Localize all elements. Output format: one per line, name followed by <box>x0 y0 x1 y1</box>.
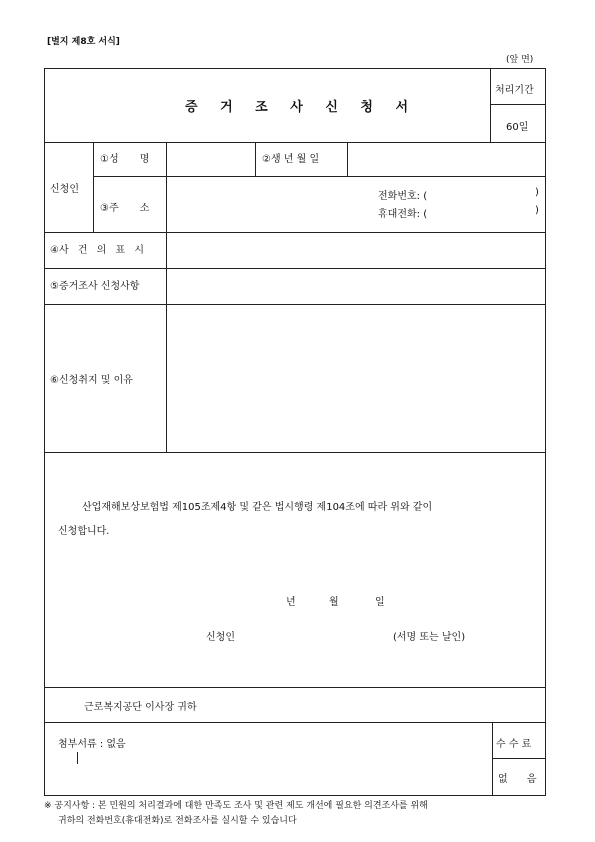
row-line-7 <box>44 722 546 723</box>
signer-sign: (서명 또는 날인) <box>393 632 466 643</box>
case-label: ④사 건 의 표 시 <box>50 245 144 256</box>
row-line-2 <box>44 232 546 233</box>
fee-mid-line <box>492 758 546 759</box>
signer-label: 신청인 <box>206 632 235 643</box>
statement-line-1: 산업재해보상보험법 제105조제4항 및 같은 법시행령 제104조에 따라 위와 같이 <box>82 502 433 513</box>
address-value[interactable] <box>170 180 360 228</box>
processing-label: 처리기간 <box>495 85 534 96</box>
date-year: 년 <box>286 597 296 608</box>
processing-value: 60일 <box>506 122 529 133</box>
reason-value[interactable] <box>170 308 540 448</box>
birth-label: ②생 년 월 일 <box>262 154 320 165</box>
frame-top <box>44 68 546 69</box>
evidence-value[interactable] <box>170 272 540 300</box>
name-value-line <box>166 142 167 232</box>
birth-right-line <box>347 142 348 176</box>
row-line-1 <box>44 142 546 143</box>
statement-line-2: 신청합니다. <box>58 526 110 537</box>
notice-line-2: 귀하의 전화번호(휴대전화)로 전화조사를 실시할 수 있습니다 <box>58 816 297 826</box>
evidence-label: ⑤증거조사 신청사항 <box>50 281 140 292</box>
mobile-label: 휴대전화: ( <box>378 209 428 220</box>
birth-value[interactable] <box>351 146 541 170</box>
fee-label: 수 수 료 <box>496 739 532 750</box>
date-day: 일 <box>375 597 385 608</box>
row-line-3 <box>44 268 546 269</box>
row-line-5 <box>44 452 546 453</box>
fee-col-line <box>492 722 493 796</box>
applicant-mid-line <box>93 176 546 177</box>
row-line-6 <box>44 687 546 688</box>
phone-label: 전화번호: ( <box>378 191 428 202</box>
case-value[interactable] <box>170 236 540 264</box>
fee-value: 없 음 <box>498 774 537 785</box>
applicant-col-line <box>93 142 94 232</box>
birth-left-line <box>255 142 256 176</box>
mobile-close: ) <box>535 205 539 216</box>
applicant-section-label: 신청인 <box>50 184 79 195</box>
frame-bottom <box>44 795 546 796</box>
processing-divider <box>490 68 491 142</box>
recipient: 근로복지공단 이사장 귀하 <box>84 702 197 713</box>
label-col-line <box>166 232 167 452</box>
name-value[interactable] <box>170 146 250 170</box>
form-title: 증 거 조 사 신 청 서 <box>185 100 418 115</box>
form-label: [별지 제8호 서식] <box>47 37 120 47</box>
name-label: ①성 명 <box>100 154 150 165</box>
date-month: 월 <box>329 597 339 608</box>
reason-label: ⑥신청취지 및 이유 <box>50 375 133 386</box>
phone-close: ) <box>535 187 539 198</box>
notice-line-1: ※ 공지사항 : 본 민원의 처리결과에 대한 만족도 조사 및 관련 제도 개선에 필요한 의견조사를 위해 <box>44 801 428 811</box>
front-label: (앞 면) <box>506 55 534 65</box>
address-label: ③주 소 <box>100 203 150 214</box>
text-cursor <box>77 752 78 764</box>
row-line-4 <box>44 304 546 305</box>
processing-mid-line <box>490 104 546 105</box>
attachment-label: 첨부서류 : 없음 <box>58 739 126 750</box>
